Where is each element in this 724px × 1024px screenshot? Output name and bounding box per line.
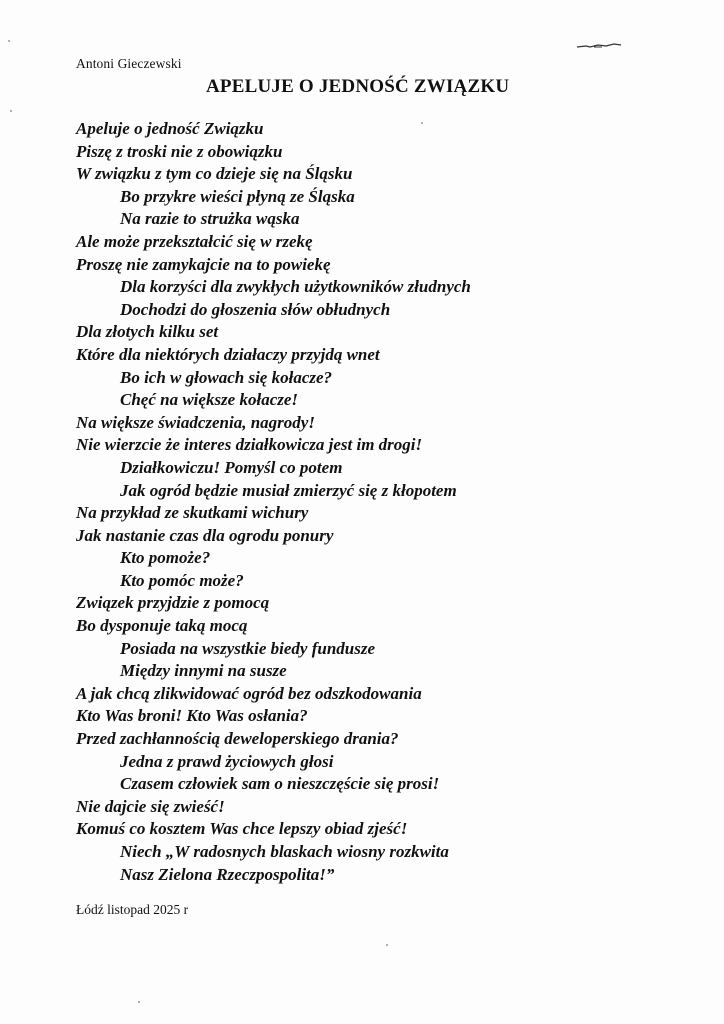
poem-line: Proszę nie zamykajcie na to powiekę [76,254,331,274]
poem-line: A jak chcą zlikwidować ogród bez odszkodowania [76,683,422,703]
poem-line: Działkowiczu! Pomyśl co potem [120,457,343,477]
poem-line: Jak nastanie czas dla ogrodu ponury [76,525,334,545]
scan-artifact-mark [576,42,622,50]
poem-line: Na razie to strużka wąska [120,209,300,229]
poem-line: Przed zachłannością deweloperskiego drania? [76,729,399,749]
poem-line: Niech „W radosnych blaskach wiosny rozkwita [120,842,449,861]
poem-line: Czasem człowiek sam o nieszczęście się prosi! [120,774,440,794]
scan-speck [10,110,12,112]
scan-speck [138,1001,140,1003]
poem-line: Nasz Zielona Rzeczpospolita!” [120,864,335,884]
poem-line: Bo przykre wieści płyną ze Śląska [120,186,355,206]
place-date-footer: Łódź listopad 2025 r [76,902,189,917]
poem-line: Posiada na wszystkie biedy fundusze [120,638,376,658]
poem-line: Piszę z troski nie z obowiązku [76,141,283,161]
poem-line: Kto pomoże? [120,548,211,568]
poem-line: Na większe świadczenia, nagrody! [76,412,315,432]
scan-speck [8,40,10,42]
poem-line: Nie dajcie się zwieść! [76,796,225,816]
scan-speck [386,944,388,946]
poem-line: Apeluje o jedność Związku [76,119,264,138]
poem-line: Związek przyjdzie z pomocą [76,593,270,613]
poem-line: Dochodzi do głoszenia słów obłudnych [120,299,391,319]
poem-line: Jak ogród będzie musiał zmierzyć się z kłopotem [120,480,457,500]
poem-title: APELUJE O JEDNOŚĆ ZWIĄZKU [206,76,510,97]
poem-line: Ale może przekształcić się w rzekę [76,231,313,251]
poem-line: Bo dysponuje taką mocą [76,616,248,636]
poem-line: Nie wierzcie że interes działkowicza jest im drogi! [76,435,423,455]
poem-line: Chęć na większe kołacze! [120,390,299,410]
poem-line: W związku z tym co dzieje się na Śląsku [76,164,353,184]
poem-line: Dla złotych kilku set [76,322,219,342]
poem-line: Które dla niektórych działaczy przyjdą wnet [76,344,380,364]
poem-line: Bo ich w głowach się kołacze? [120,367,333,387]
poem-line: Między innymi na susze [120,661,287,681]
poem-body [76,118,696,886]
poem-line: Kto pomóc może? [120,570,244,590]
poem-line: Jedna z prawd życiowych głosi [120,751,334,771]
poem-line: Na przykład ze skutkami wichury [76,503,309,523]
poem-line: Dla korzyści dla zwykłych użytkowników złudnych [120,277,471,297]
author-name: Antoni Gieczewski [76,56,182,71]
poem-line: Kto Was broni! Kto Was osłania? [76,706,308,726]
poem-line: Komuś co kosztem Was chce lepszy obiad zjeść! [76,819,408,839]
